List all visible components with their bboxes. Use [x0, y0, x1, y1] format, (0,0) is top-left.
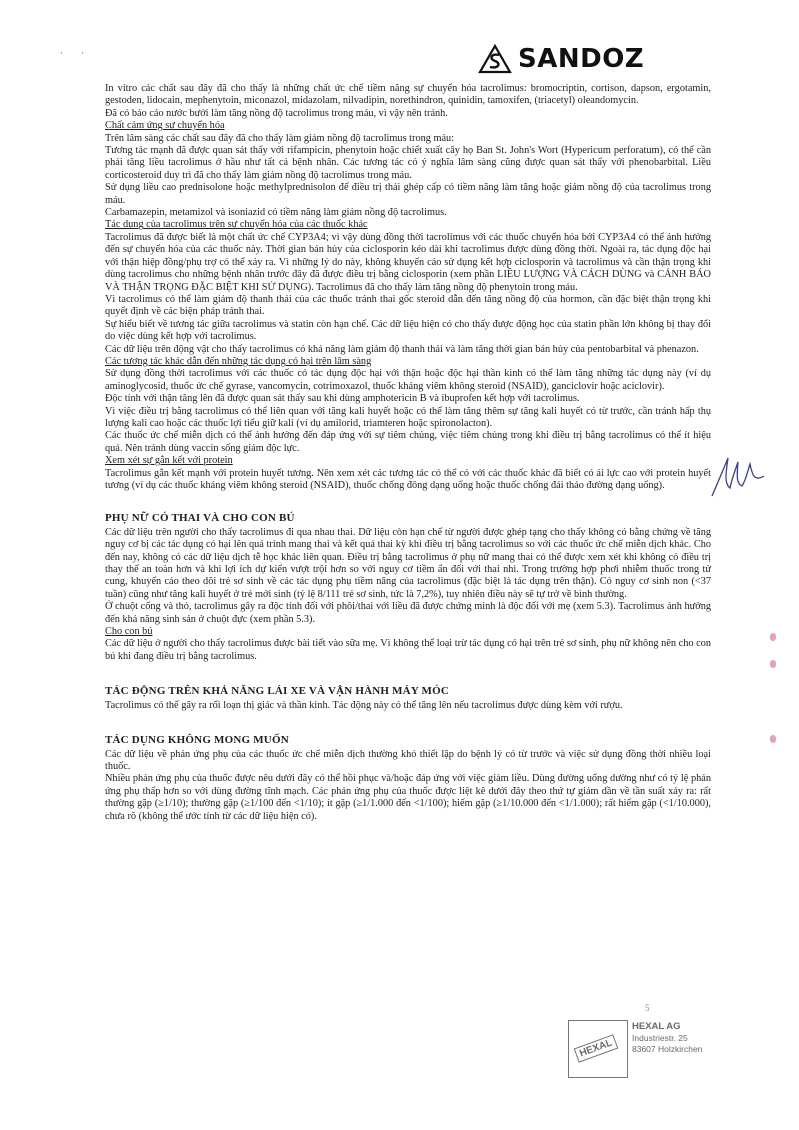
- paragraph: Tacrolimus đã được biết là một chất ức chế CYP3A4; vì vậy dùng đồng thời tacrolimus với các thuốc chuyển hóa bởi CYP3A4 có thể ảnh hưởng đến sự chuyển hóa của các thuốc này. Thời gian bán hủy của ciclosporin kéo dài khi tacrolimus được dùng đồng thời. Ngoài ra, tác dụng độc hại với thận hiệp đồng/phụ trợ có thể xảy ra. Vì những lý do này, không khuyến cáo sử dụng kết hợp ciclosporin và tacrolimus và cần thận trọng khi dùng tacrolimus cho những bệnh nhân trước đây đã được điều trị bằng ciclosporin (xem phần LIỀU LƯỢNG VÀ CÁCH DÙNG và CẢNH BÁO VÀ THẬN TRỌNG ĐẶC BIỆT KHI SỬ DỤNG). Tacrolimus đã cho thấy làm tăng nồng độ phenytoin trong máu.: [105, 231, 711, 293]
- paragraph: Các dữ liệu trên động vật cho thấy tacrolimus có khả năng làm giảm độ thanh thải và làm tăng thời gian bán hủy của pentobarbital và phenazon.: [105, 343, 699, 355]
- paragraph: Ở chuột cống và thỏ, tacrolimus gây ra độc tính đối với phôi/thai với liều đã được chứng minh là độc đối với mẹ (xem 5.3). Tacrolimus ảnh hưởng đến khả năng sinh sản ở chuột đực (xem phần 5.3).: [105, 601, 711, 625]
- stamp-company: HEXAL AG: [632, 1021, 681, 1032]
- stamp-label: HEXAL: [574, 1034, 619, 1062]
- hexal-stamp: [568, 1020, 708, 1078]
- paragraph: Các dữ liệu về phản ứng phụ của các thuốc ức chế miễn dịch thường khó thiết lập do bệnh lý có từ trước và việc sử dụng đồng thời nhiều loại thuốc.: [105, 748, 711, 772]
- paragraph: Tacrolimus có thể gây ra rối loạn thị giác và thần kinh. Tác động này có thể tăng lên nếu tacrolimus được dùng kèm với rượu.: [105, 699, 623, 711]
- page-number: 5: [645, 1003, 650, 1013]
- paragraph: Các dữ liệu trên người cho thấy tacrolimus đi qua nhau thai. Dữ liệu còn hạn chế từ người được ghép tạng cho thấy không có bằng chứng về tăng nguy cơ bị các tác dụng có hại lên quá trình mang thai và kết quả thai kỳ khi điều trị bằng tacrolimus so với các thuốc ức chế miễn dịch khác. Cho đến nay, không có các dữ liệu dịch tễ học khác liên quan. Điều trị bằng tacrolimus ở phụ nữ mang thai có thể được xem xét khi không có điều trị thay thế an toàn hơn và khi lợi ích dự kiến vượt trội hơn so với nguy cơ tiềm ẩn đối với thai nhi. Trong trường hợp phơi nhiễm thuốc trong tử cung, khuyến cáo theo dõi trẻ sơ sinh về các tác dụng phụ tiềm năng của tacrolimus (đặc biệt là tác dụng trên thận). Có nguy cơ sinh non (<37 tuần) cũng như tăng kali huyết ở trẻ mới sinh (tỷ lệ 8/111 trẻ sơ sinh, tức là 7,2%), tuy nhiên điều này sẽ tự trở về bình thường.: [105, 526, 711, 600]
- subsection-heading: Tác dụng của tacrolimus trên sự chuyển hóa của các thuốc khác: [105, 219, 368, 231]
- section-heading: TÁC DỤNG KHÔNG MONG MUỐN: [105, 734, 289, 747]
- red-mark: [770, 735, 776, 743]
- handwritten-signature: [708, 452, 768, 502]
- paragraph: Tacrolimus gắn kết mạnh với protein huyết tương. Nên xem xét các tương tác có thể có với các thuốc khác đã biết có ái lực cao với protein huyết tương (ví dụ các thuốc kháng viêm không steroid (NSAID), thuốc chống đông dạng uống hoặc thuốc chống đái tháo đường dạng uống).: [105, 467, 711, 491]
- paragraph: Vì việc điều trị bằng tacrolimus có thể liên quan với tăng kali huyết hoặc có thể làm tăng thêm sự tăng kali huyết có từ trước, cần tránh hấp thụ lượng kali cao hoặc các thuốc lợi tiểu giữ kali (ví dụ amilorid, triamteren hoặc spironolacton).: [105, 405, 711, 429]
- document-body: [105, 83, 711, 823]
- section-heading: TÁC ĐỘNG TRÊN KHẢ NĂNG LÁI XE VÀ VẬN HÀNH MÁY MÓC: [105, 685, 449, 698]
- brand-name: SANDOZ: [518, 44, 645, 74]
- subsection-heading: Cho con bú: [105, 626, 153, 638]
- stamp-box: [568, 1020, 628, 1078]
- red-mark: [770, 633, 776, 641]
- section-heading: PHỤ NỮ CÓ THAI VÀ CHO CON BÚ: [105, 512, 295, 525]
- paragraph: Sự hiểu biết về tương tác giữa tacrolimus và statin còn hạn chế. Các dữ liệu hiện có cho thấy được động học của statin phần lớn không bị thay đổi do việc dùng kết hợp với tacrolimus.: [105, 318, 711, 343]
- paragraph: Nhiều phản ứng phụ của thuốc được nêu dưới đây có thể hồi phục và/hoặc đáp ứng với việc giảm liều. Dùng đường uống dường như có tỷ lệ phản ứng phụ thấp hơn so với dùng đường tĩnh mạch. Các phản ứng phụ của thuốc được liệt kê dưới đây theo thứ tự giảm dần về tần suất xảy ra: rất thường gặp (≥1/10); thường gặp (≥1/100 đến <1/10); ít gặp (≥1/1.000 đến <1/100); hiếm gặp (≥1/10.000 đến <1/1.000); rất hiếm gặp (<1/10.000), chưa rõ (không thể ước tính từ các dữ liệu hiện có).: [105, 773, 711, 822]
- stamp-address: [632, 1033, 702, 1055]
- paragraph: Các thuốc ức chế miễn dịch có thể ảnh hưởng đến đáp ứng với sự tiêm chủng, việc tiêm chủng trong khi điều trị bằng tacrolimus có thể ít hiệu quả. Nên tránh dùng vaccin sống giảm độc lực.: [105, 430, 711, 454]
- sandoz-triangle-icon: [478, 44, 512, 74]
- paragraph: Trên lâm sàng các chất sau đây đã cho thấy làm giảm nồng độ tacrolimus trong máu:: [105, 132, 455, 144]
- red-mark: [770, 660, 776, 668]
- paragraph: Sử dụng đồng thời tacrolimus với các thuốc có tác dụng độc hại với thận hoặc độc hại thần kinh có thể làm tăng những tác dụng này (ví dụ aminoglycosid, thuốc ức chế gyrase, vancomycin, cotrimoxazol, thuốc kháng viêm không steroid (NSAID), ganciclovir hoặc aciclovir).: [105, 368, 711, 392]
- scan-marks: · ·: [60, 48, 84, 58]
- paragraph: Độc tính với thận tăng lên đã được quan sát thấy sau khi dùng amphotericin B và ibuprofen kết hợp với tacrolimus.: [105, 393, 580, 405]
- paragraph: Các dữ liệu ở người cho thấy tacrolimus được bài tiết vào sữa mẹ. Vì không thể loại trừ tác dụng có hại trên trẻ sơ sinh, phụ nữ không nên cho con bú khi đang điều trị bằng tacrolimus.: [105, 638, 711, 662]
- paragraph: Sử dụng liều cao prednisolone hoặc methylprednisolon để điều trị thải ghép cấp có tiềm năng làm tăng hoặc giảm nồng độ của tacrolimus trong máu.: [105, 182, 711, 206]
- sandoz-logo: [478, 44, 644, 74]
- paragraph: Tương tác mạnh đã được quan sát thấy với rifampicin, phenytoin hoặc chiết xuất cây họ Ban St. John's Wort (Hypericum perforatum), có thể cần phải tăng liều tacrolimus ở hầu như tất cả bệnh nhân. Các tương tác có ý nghĩa lâm sàng cũng được quan sát thấy với phenobarbital. Liều corticosteroid duy trì đã cho thấy làm giảm nồng độ tacrolimus trong máu.: [105, 145, 711, 181]
- paragraph: In vitro các chất sau đây đã cho thấy là những chất ức chế tiềm năng sự chuyển hóa tacrolimus: bromocriptin, cortison, dapson, ergotamin, gestoden, lidocain, mephenytoin, miconazol, midazolam, nilvadipin, norethindron, quinidin, tamoxifen, (triacetyl) oleandomycin.: [105, 83, 711, 107]
- paragraph: Vì tacrolimus có thể làm giảm độ thanh thải của các thuốc tránh thai gốc steroid dẫn đến tăng nồng độ của hormon, cần đặc biệt thận trọng khi quyết định về các biện pháp tránh thai.: [105, 293, 711, 318]
- stamp-address-line: Industriestr. 25: [632, 1033, 688, 1043]
- subsection-heading: Xem xét sự gắn kết với protein: [105, 455, 233, 467]
- paragraph: Đã có báo cáo nước bưởi làm tăng nồng độ tacrolimus trong máu, vì vậy nên tránh.: [105, 107, 448, 119]
- subsection-heading: Các tương tác khác dẫn đến những tác dụng có hại trên lâm sàng: [105, 355, 372, 367]
- paragraph: Carbamazepin, metamizol và isoniazid có tiềm năng làm giảm nồng độ tacrolimus.: [105, 207, 447, 219]
- stamp-address-line: 83607 Holzkirchen: [632, 1044, 703, 1054]
- subsection-heading: Chất cảm ứng sự chuyển hóa: [105, 120, 225, 132]
